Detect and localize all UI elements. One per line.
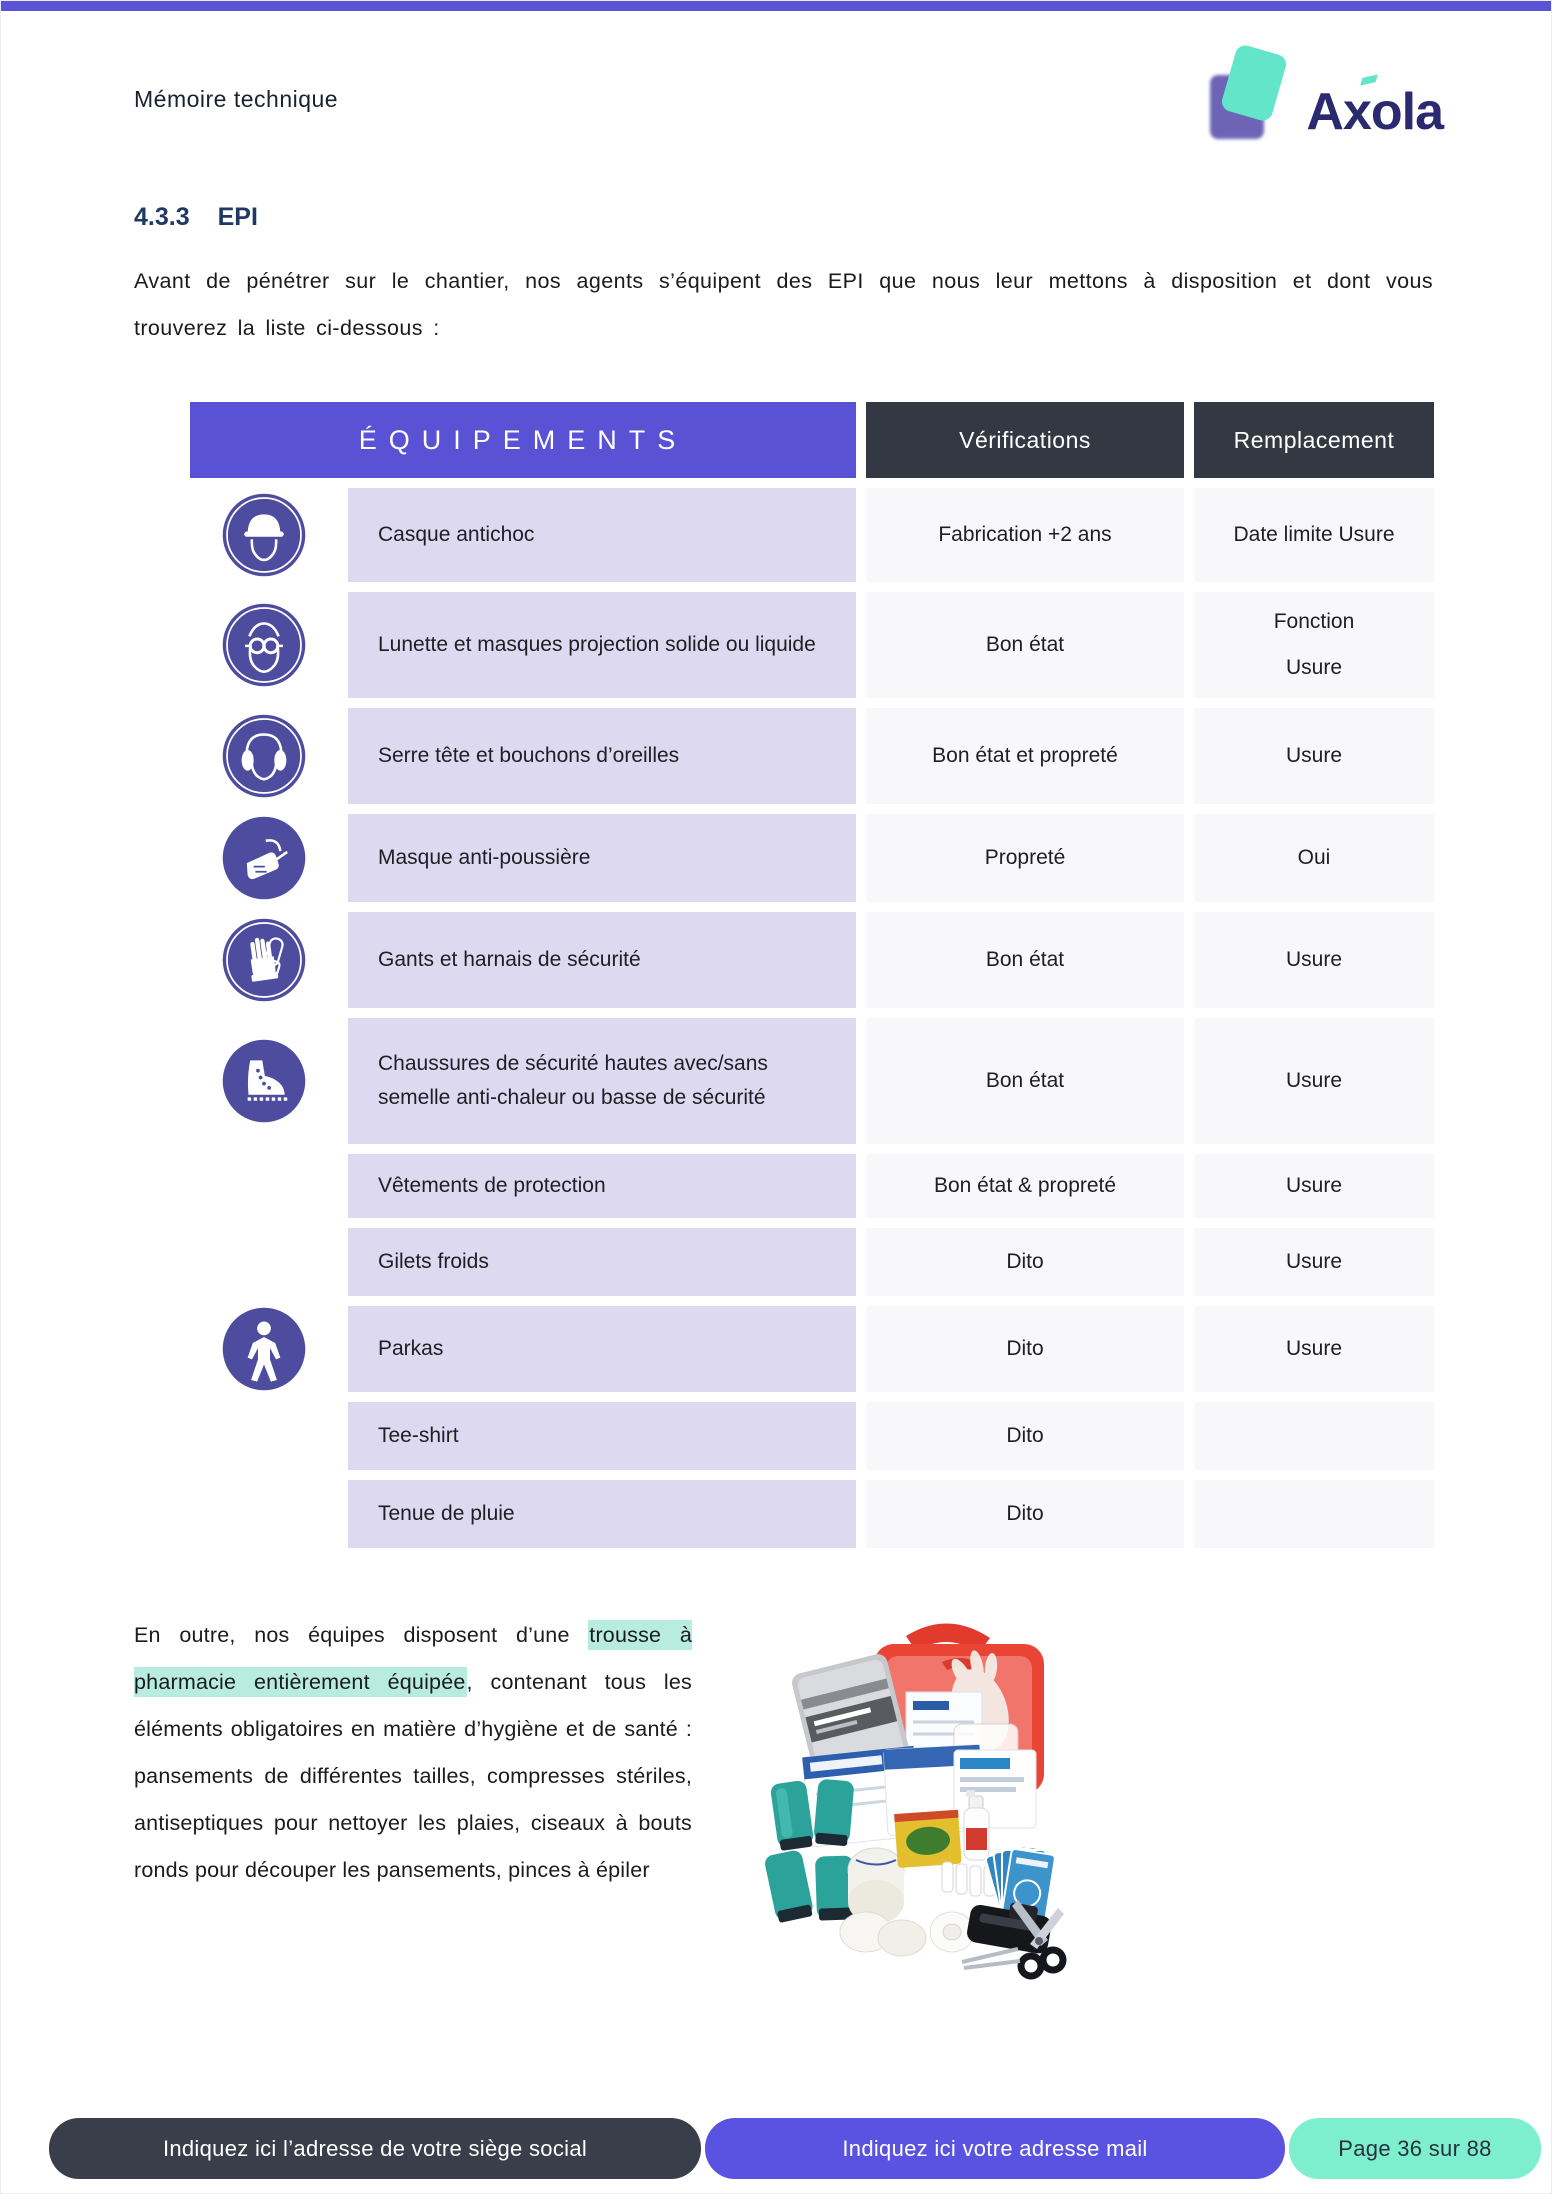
header-equipments: ÉQUIPEMENTS — [190, 402, 856, 478]
first-aid-kit-image — [756, 1600, 1076, 1990]
logo-wordmark — [1306, 60, 1443, 141]
intro-paragraph: Avant de pénétrer sur le chantier, nos agents s’équipent des EPI que nous leur mettons à disposition et dont vous trouverez la liste ci-dessous : — [134, 269, 1433, 340]
table-row — [190, 1228, 1434, 1296]
table-row — [190, 912, 1434, 1008]
header-remplacement: Remplacement — [1194, 402, 1434, 478]
table-row — [190, 1480, 1434, 1548]
section-heading — [134, 203, 1433, 232]
company-logo — [1210, 49, 1443, 149]
goggles-icon — [190, 592, 338, 698]
document-title: Mémoire technique — [134, 85, 339, 112]
equipment-table-body — [190, 488, 1434, 1548]
replacement-cell: Usure — [1194, 708, 1434, 804]
equipment-name-cell: Gilets froids — [348, 1228, 856, 1296]
replacement-cell: Fonction Usure — [1194, 592, 1434, 698]
table-row — [190, 488, 1434, 582]
highlighted-text: trousse à pharmacie entièrement équipée — [134, 1620, 692, 1697]
equipment-name-cell: Lunette et masques projection solide ou liquide — [348, 592, 856, 698]
ear-protection-icon — [190, 708, 338, 804]
footer-email-pill: Indiquez ici votre adresse mail — [705, 2118, 1285, 2179]
replacement-cell: Usure — [1194, 1154, 1434, 1218]
verification-cell: Dito — [866, 1306, 1184, 1392]
verification-cell: Dito — [866, 1480, 1184, 1548]
icon-cell-empty — [190, 1228, 338, 1296]
table-row — [190, 708, 1434, 804]
verification-cell: Bon état — [866, 592, 1184, 698]
logo-mark-icon — [1210, 49, 1294, 149]
replacement-cell — [1194, 1480, 1434, 1548]
boot-icon — [190, 1018, 338, 1144]
verification-cell: Fabrication +2 ans — [866, 488, 1184, 582]
icon-cell-empty — [190, 1480, 338, 1548]
equipment-name-cell: Parkas — [348, 1306, 856, 1392]
replacement-cell: Date limite Usure — [1194, 488, 1434, 582]
verification-cell: Dito — [866, 1402, 1184, 1470]
section-title: EPI — [217, 203, 258, 231]
person-icon — [190, 1306, 338, 1392]
icon-cell-empty — [190, 1402, 338, 1470]
verification-cell: Bon état — [866, 912, 1184, 1008]
gloves-icon — [190, 912, 338, 1008]
logo-wordmark-text: Axola — [1306, 83, 1443, 141]
page-footer — [1, 2118, 1551, 2179]
header-verifications: Vérifications — [866, 402, 1184, 478]
equipment-name-cell: Serre tête et bouchons d’oreilles — [348, 708, 856, 804]
table-row — [190, 1018, 1434, 1144]
body-paragraph — [134, 1612, 692, 1894]
verification-cell: Bon état — [866, 1018, 1184, 1144]
equipment-name-cell: Masque anti-poussière — [348, 814, 856, 902]
first-aid-section — [134, 1612, 1433, 1990]
table-row — [190, 1154, 1434, 1218]
equipment-name-cell: Tee-shirt — [348, 1402, 856, 1470]
helmet-icon — [190, 488, 338, 582]
body-text-after: , contenant tous les éléments obligatoires en matière d’hygiène et de santé : pansements de différentes tailles, compresses stériles, antiseptiques pour nettoyer les plaies, ciseaux à bouts ronds pour découper les pansements, pinces à épiler — [134, 1670, 692, 1882]
equipment-name-cell: Chaussures de sécurité hautes avec/sans semelle anti-chaleur ou basse de sécurité — [348, 1018, 856, 1144]
page-content — [134, 11, 1443, 1990]
replacement-cell: Usure — [1194, 912, 1434, 1008]
equipment-name-cell: Gants et harnais de sécurité — [348, 912, 856, 1008]
top-accent-bar — [1, 1, 1551, 11]
body-text-before: En outre, nos équipes disposent d’une — [134, 1623, 589, 1647]
equipment-table-header — [190, 402, 1434, 478]
replacement-cell: Usure — [1194, 1306, 1434, 1392]
equipment-name-cell: Tenue de pluie — [348, 1480, 856, 1548]
replacement-cell — [1194, 1402, 1434, 1470]
document-header — [134, 47, 1443, 151]
table-row — [190, 1306, 1434, 1392]
table-row — [190, 592, 1434, 698]
icon-cell-empty — [190, 1154, 338, 1218]
dust-mask-icon — [190, 814, 338, 902]
verification-cell: Propreté — [866, 814, 1184, 902]
replacement-cell: Usure — [1194, 1228, 1434, 1296]
verification-cell: Bon état & propreté — [866, 1154, 1184, 1218]
equipment-name-cell: Casque antichoc — [348, 488, 856, 582]
equipment-name-cell: Vêtements de protection — [348, 1154, 856, 1218]
footer-address-pill: Indiquez ici l’adresse de votre siège social — [49, 2118, 701, 2179]
table-row — [190, 1402, 1434, 1470]
verification-cell: Dito — [866, 1228, 1184, 1296]
replacement-cell: Oui — [1194, 814, 1434, 902]
logo-teal-square — [1220, 43, 1289, 123]
section-number: 4.3.3 — [134, 203, 190, 231]
footer-page-number: Page 36 sur 88 — [1289, 2118, 1541, 2179]
replacement-cell: Usure — [1194, 1018, 1434, 1144]
equipment-table — [190, 402, 1434, 1548]
verification-cell: Bon état et propreté — [866, 708, 1184, 804]
table-row — [190, 814, 1434, 902]
